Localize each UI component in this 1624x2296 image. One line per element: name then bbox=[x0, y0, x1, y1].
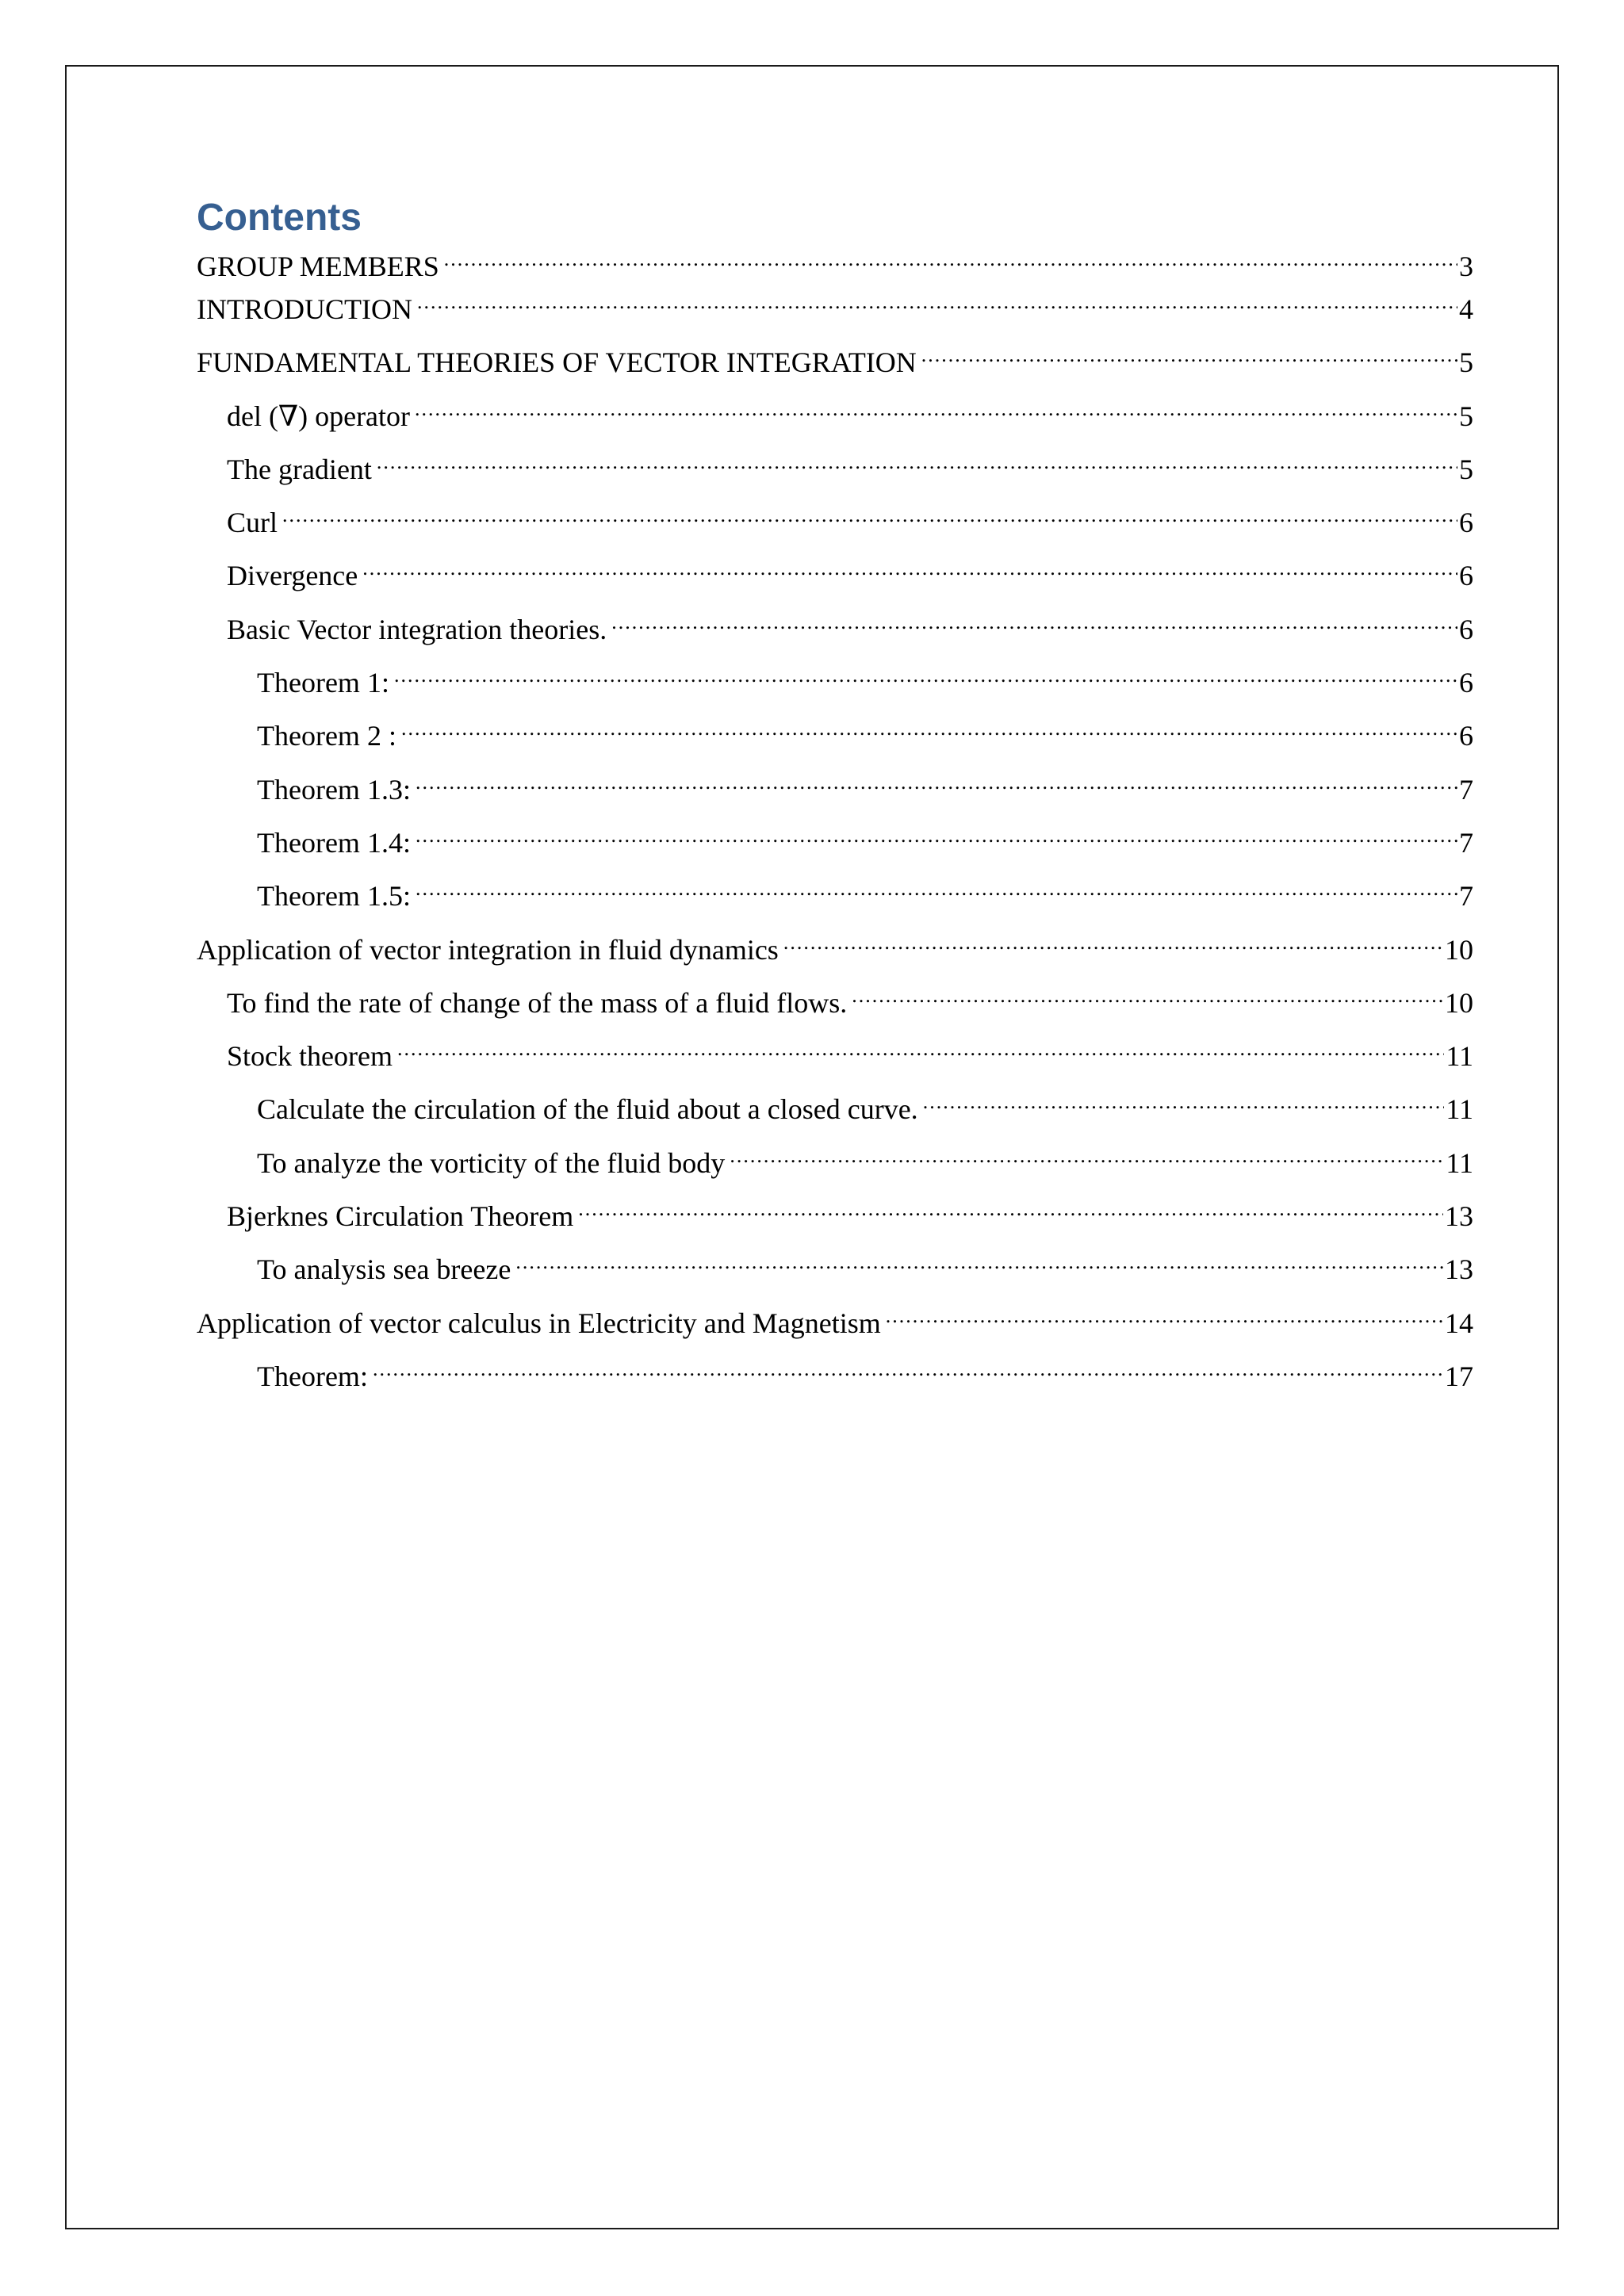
toc-dot-leader bbox=[401, 714, 1457, 745]
toc-entry[interactable] bbox=[197, 821, 1473, 874]
toc-dot-leader bbox=[377, 447, 1457, 479]
toc-entry-label: Theorem 1.4: bbox=[257, 826, 411, 859]
toc-entry-label: Basic Vector integration theories. bbox=[227, 613, 607, 645]
toc-entry-label: Calculate the circulation of the fluid about a closed curve. bbox=[257, 1093, 918, 1126]
toc-page-number: 7 bbox=[1459, 773, 1473, 806]
toc-entry[interactable] bbox=[197, 767, 1473, 821]
toc-entry-label: Theorem 2 : bbox=[257, 720, 396, 752]
toc-entry[interactable] bbox=[197, 874, 1473, 927]
toc-entry[interactable] bbox=[197, 1247, 1473, 1300]
toc-entry[interactable] bbox=[197, 981, 1473, 1034]
toc-dot-leader bbox=[373, 1354, 1443, 1386]
toc-page-number: 6 bbox=[1459, 507, 1473, 539]
toc-dot-leader bbox=[282, 500, 1457, 532]
toc-entry[interactable] bbox=[197, 1087, 1473, 1140]
toc-dot-leader bbox=[923, 1087, 1445, 1119]
toc-page-number: 5 bbox=[1459, 453, 1473, 485]
toc-page-number: 13 bbox=[1445, 1200, 1473, 1233]
toc-page-number: 5 bbox=[1459, 400, 1473, 432]
toc-entry-label: del (∇) operator bbox=[227, 400, 411, 432]
toc-entry-label: FUNDAMENTAL THEORIES OF VECTOR INTEGRATION bbox=[197, 346, 917, 379]
toc-entry-label: Divergence bbox=[227, 560, 358, 592]
toc-page-number: 7 bbox=[1459, 826, 1473, 859]
toc-entry[interactable] bbox=[197, 1354, 1473, 1407]
toc-page-number: 6 bbox=[1459, 613, 1473, 645]
toc-page-number: 5 bbox=[1459, 346, 1473, 379]
toc-dot-leader bbox=[783, 928, 1443, 959]
toc-dot-leader bbox=[921, 340, 1457, 372]
toc-entry-label: To analyze the vorticity of the fluid body bbox=[257, 1146, 726, 1179]
toc-entry-label: Curl bbox=[227, 507, 278, 539]
toc-entry-label: GROUP MEMBERS bbox=[197, 251, 439, 282]
toc-page-number: 6 bbox=[1459, 560, 1473, 592]
toc-dot-leader bbox=[416, 767, 1457, 799]
toc-entry-label: Application of vector calculus in Electricity and Magnetism bbox=[197, 1307, 881, 1339]
toc-page-number: 17 bbox=[1445, 1360, 1473, 1392]
toc-entry[interactable] bbox=[197, 244, 1473, 287]
toc-page-number: 14 bbox=[1445, 1307, 1473, 1339]
toc-page-number: 11 bbox=[1446, 1093, 1473, 1126]
toc-entry-label: Theorem: bbox=[257, 1360, 368, 1392]
toc-dot-leader bbox=[417, 287, 1457, 319]
toc-entry-label: Theorem 1.5: bbox=[257, 880, 411, 913]
toc-dot-leader bbox=[444, 244, 1457, 276]
toc-entry[interactable] bbox=[197, 1141, 1473, 1194]
toc-dot-leader bbox=[730, 1141, 1444, 1173]
toc-entry-label: Application of vector integration in fluid dynamics bbox=[197, 933, 779, 966]
toc-entry[interactable] bbox=[197, 447, 1473, 500]
toc-dot-leader bbox=[611, 607, 1457, 639]
toc-page-number: 6 bbox=[1459, 667, 1473, 699]
toc-entry[interactable] bbox=[197, 1034, 1473, 1087]
toc-dot-leader bbox=[515, 1247, 1443, 1279]
toc-entry-label: INTRODUCTION bbox=[197, 293, 412, 325]
toc-entry-label: Stock theorem bbox=[227, 1040, 393, 1073]
toc-entry[interactable] bbox=[197, 340, 1473, 393]
toc-entry-label: The gradient bbox=[227, 453, 372, 485]
toc-entry-label: To analysis sea breeze bbox=[257, 1253, 511, 1286]
toc-page-number: 13 bbox=[1445, 1253, 1473, 1286]
toc-entry-label: Bjerknes Circulation Theorem bbox=[227, 1200, 574, 1233]
toc-dot-leader bbox=[852, 981, 1443, 1012]
toc-entry-label: To find the rate of change of the mass of a fluid flows. bbox=[227, 986, 848, 1019]
toc-entry[interactable] bbox=[197, 1194, 1473, 1247]
toc-entry[interactable] bbox=[197, 1301, 1473, 1354]
toc-dot-leader bbox=[416, 821, 1457, 852]
toc-entry[interactable] bbox=[197, 714, 1473, 767]
toc-dot-leader bbox=[415, 394, 1457, 426]
toc-entry-label: Theorem 1.3: bbox=[257, 773, 411, 806]
toc-page-number: 3 bbox=[1459, 251, 1473, 282]
toc-title: Contents bbox=[197, 197, 362, 239]
toc-entry[interactable] bbox=[197, 287, 1473, 340]
toc-dot-leader bbox=[362, 553, 1457, 585]
toc-page-number: 7 bbox=[1459, 880, 1473, 913]
toc-page-number: 10 bbox=[1445, 933, 1473, 966]
toc-entry[interactable] bbox=[197, 500, 1473, 553]
toc-entry[interactable] bbox=[197, 660, 1473, 714]
toc-dot-leader bbox=[416, 874, 1457, 905]
toc-dot-leader bbox=[394, 660, 1457, 692]
toc-entry-label: Theorem 1: bbox=[257, 667, 389, 699]
toc-page-number: 11 bbox=[1446, 1040, 1473, 1073]
toc-entry[interactable] bbox=[197, 607, 1473, 660]
table-of-contents bbox=[197, 193, 1473, 1407]
toc-page-number: 10 bbox=[1445, 986, 1473, 1019]
toc-entry[interactable] bbox=[197, 928, 1473, 981]
toc-list bbox=[197, 244, 1473, 1407]
toc-entry[interactable] bbox=[197, 394, 1473, 447]
toc-entry[interactable] bbox=[197, 553, 1473, 607]
toc-dot-leader bbox=[397, 1034, 1444, 1066]
toc-page-number: 11 bbox=[1446, 1146, 1473, 1179]
toc-dot-leader bbox=[886, 1301, 1443, 1333]
toc-page-number: 4 bbox=[1459, 293, 1473, 325]
toc-page-number: 6 bbox=[1459, 720, 1473, 752]
toc-dot-leader bbox=[578, 1194, 1443, 1226]
